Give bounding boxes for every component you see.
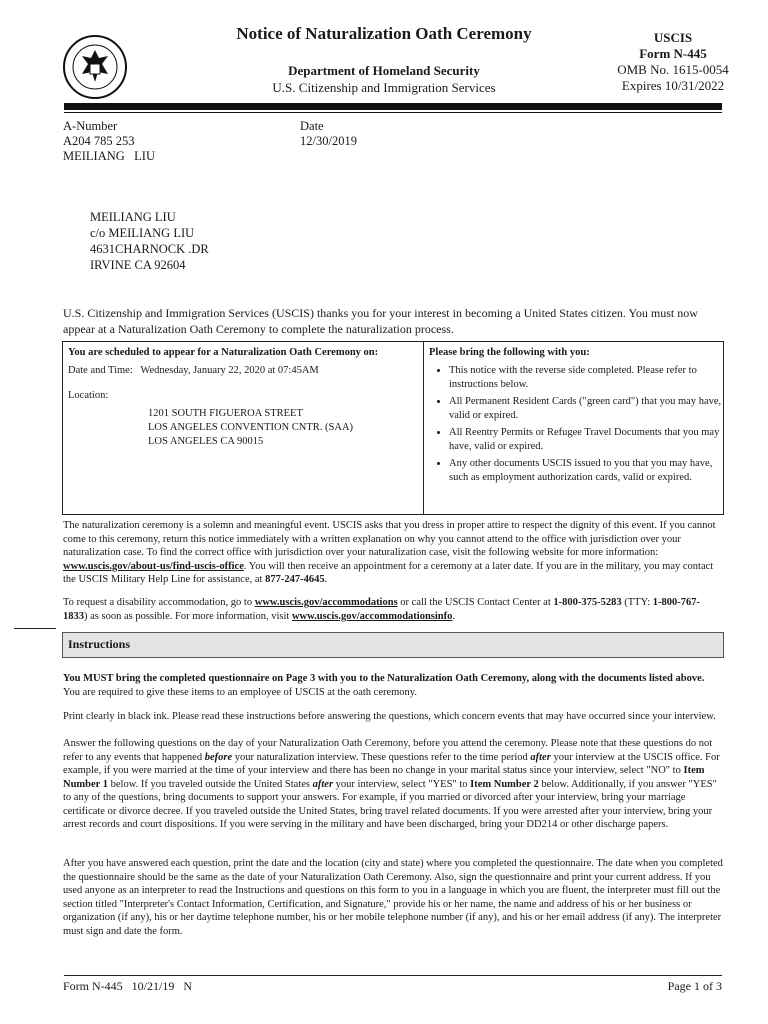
p3-text: below. If you traveled outside the United States (108, 778, 313, 790)
header-divider-thin (64, 112, 722, 113)
instructions-header-bar (62, 632, 724, 658)
address-line: c/o MEILIANG LIU (90, 226, 195, 240)
omb-number: OMB No. 1615-0054 (617, 62, 729, 77)
instructions-p1-bold: You MUST bring the completed questionnaire on Page 3 with you to the Naturalization Oath Ceremony, along with the documents listed above. (63, 673, 705, 684)
item-number-2-ref: Item Number 2 (470, 778, 539, 790)
a-number-block (63, 119, 155, 164)
bring-heading: Please bring the following with you: (429, 347, 590, 358)
page-title: Notice of Naturalization Oath Ceremony (236, 24, 532, 43)
find-office-link[interactable]: www.uscis.gov/about-us/find-uscis-office (63, 560, 244, 572)
footer-divider (64, 975, 722, 976)
accommodations-link[interactable]: www.uscis.gov/accommodations (254, 597, 398, 608)
para2-text-d: ) as soon as possible. For more information, visit (84, 610, 292, 622)
a-number-value: A204 785 253 (63, 134, 135, 148)
bring-list-panel (424, 342, 723, 514)
bring-list (424, 364, 723, 485)
contact-center-phone: 1-800-375-5283 (553, 597, 622, 608)
schedule-details (63, 342, 424, 514)
instructions-p1 (63, 672, 723, 699)
instructions-p1-rest: You are required to give these items to an employee of USCIS at the oath ceremony. (63, 686, 417, 698)
department-name: Department of Homeland Security (288, 63, 480, 78)
location-line: LOS ANGELES CONVENTION CNTR. (SAA) (148, 422, 354, 433)
datetime-value: Wednesday, January 22, 2020 at 07:45AM (140, 365, 319, 376)
attire-and-reschedule-paragraph (63, 519, 723, 587)
tty-phone: 1-800-767-1833 (63, 597, 700, 622)
para2-text-c: (TTY: (621, 597, 653, 608)
p3-emphasis-after-2: after (312, 778, 334, 790)
form-expiration: Expires 10/31/2022 (621, 78, 725, 93)
accommodation-paragraph (63, 596, 723, 623)
address-line: IRVINE CA 92604 (90, 258, 186, 272)
schedule-heading: You are scheduled to appear for a Naturalization Oath Ceremony on: (68, 347, 379, 358)
para2-text-e: . (452, 610, 456, 622)
list-item: • This notice with the reverse side completed. Please refer to instructions below. (449, 364, 723, 392)
datetime-row (68, 364, 418, 378)
address-line: 4631CHARNOCK .DR (90, 242, 209, 256)
p3-text: your interview, select "YES" to (333, 778, 471, 790)
list-item: • All Reentry Permits or Refugee Travel Documents that you may have, valid or expired. (449, 426, 723, 454)
location-label: Location: (68, 390, 109, 401)
para1-text-b: . You will then receive an appointment for a ceremony at a later date. If you are in the military, you may contact the USCIS Military Help Line for assistance, at (63, 560, 714, 585)
accommodations-info-link[interactable]: www.uscis.gov/accommodationsinfo (291, 610, 453, 622)
instructions-p4: After you have answered each question, print the date and the location (city and state) where you completed the questionnaire. The date when you completed the questionnaire should be the same as the date of your Naturalization Oath Ceremony. Also, sign the questionnaire and print your current address. If you used anyone as an interpreter to read the Instructions and questions on this form to you in a language in which you are fluent, the interpreter must fill out the section titled "Interpreter's Contact Information, Certification, and Signature," provide his or her name, the name and address of his or her business or organization (if any), his or her daytime telephone number, his or her mobile telephone number (if any), and his or her email address (if any). The interpreter must sign and date the form. (63, 858, 723, 937)
date-label: Date (300, 119, 324, 133)
a-number-label: A-Number (63, 119, 118, 133)
form-info-block (598, 30, 748, 94)
date-block (300, 119, 357, 149)
mailing-address (90, 209, 209, 273)
margin-rule (14, 628, 56, 629)
location-address (68, 407, 418, 449)
location-line: 1201 SOUTH FIGUEROA STREET (148, 408, 303, 419)
list-item: • Any other documents USCIS issued to you that you may have, such as employment authorization cards, valid or expired. (449, 457, 723, 485)
footer-page-number: Page 1 of 3 (667, 979, 722, 993)
agency-name: U.S. Citizenship and Immigration Services (272, 80, 496, 95)
instructions-p2: Print clearly in black ink. Please read these instructions before answering the questions, which concern events that may have occurred since your interview. (63, 711, 716, 722)
instructions-p3 (63, 737, 723, 832)
p3-emphasis-before: before (204, 751, 233, 763)
p3-text: below. Additionally, if you answer "YES" to any of the questions, bring documents to support your answers. For example, if you married or divorced after your interview, bring your marriage certificate or divorce decree. If you traveled outside the United States, bring travel related documents. If you were arrested after your interview, bring your arrest records and court dispositions. If you were serving in the military and have been discharged, bring your DD214 or other discharge papers. (63, 778, 717, 830)
location-line: LOS ANGELES CA 90015 (148, 436, 264, 447)
p3-text: your interview at the USCIS office. For example, if you were married at the time of your interview and there has been no change in your marital status since your interview, select "NO" to (63, 751, 720, 776)
date-value: 12/30/2019 (300, 134, 357, 148)
para2-text-b: or call the USCIS Contact Center at (397, 597, 554, 608)
p3-emphasis-after: after (530, 751, 551, 763)
military-helpline-phone: 877-247-4645 (265, 574, 325, 585)
list-item: • All Permanent Resident Cards ("green card") that you may have, valid or expired. (449, 395, 723, 423)
schedule-box (62, 341, 724, 515)
intro-paragraph: U.S. Citizenship and Immigration Services (USCIS) thanks you for your interest in becoming a United States citizen. You must now appear at a Naturalization Oath Ceremony to complete the naturalization process. (63, 306, 698, 336)
instructions-heading: Instructions (68, 637, 131, 651)
item-number-1-ref: Item Number 1 (63, 765, 705, 790)
form-agency: USCIS (653, 30, 693, 45)
para1-text-a: The naturalization ceremony is a solemn and meaningful event. USCIS asks that you dress in proper attire to respect the dignity of this event. If you cannot come to this ceremony, return this notice immediately with a written explanation on why you cannot attend to the office with jurisdiction over your naturalization case. To find the correct office with jurisdiction over your naturalization case, visit the following website for more information: (63, 520, 716, 558)
dhs-seal-logo (62, 34, 128, 100)
address-line: MEILIANG LIU (90, 210, 176, 224)
header-divider-thick (64, 103, 722, 110)
para1-text-c: . (324, 574, 328, 585)
applicant-name: MEILIANG LIU (63, 149, 155, 163)
form-number: Form N-445 (639, 46, 707, 61)
p3-text: Answer the following questions on the day of your Naturalization Oath Ceremony, before you attend the ceremony. Please note that these questions do not refer to any events that happened (63, 738, 713, 763)
para2-text-a: To request a disability accommodation, go to (63, 597, 255, 608)
footer-form-id: Form N-445 10/21/19 N (63, 979, 192, 993)
p3-text: your naturalization interview. These questions refer to the time period (232, 751, 531, 763)
datetime-label: Date and Time: (68, 365, 133, 376)
